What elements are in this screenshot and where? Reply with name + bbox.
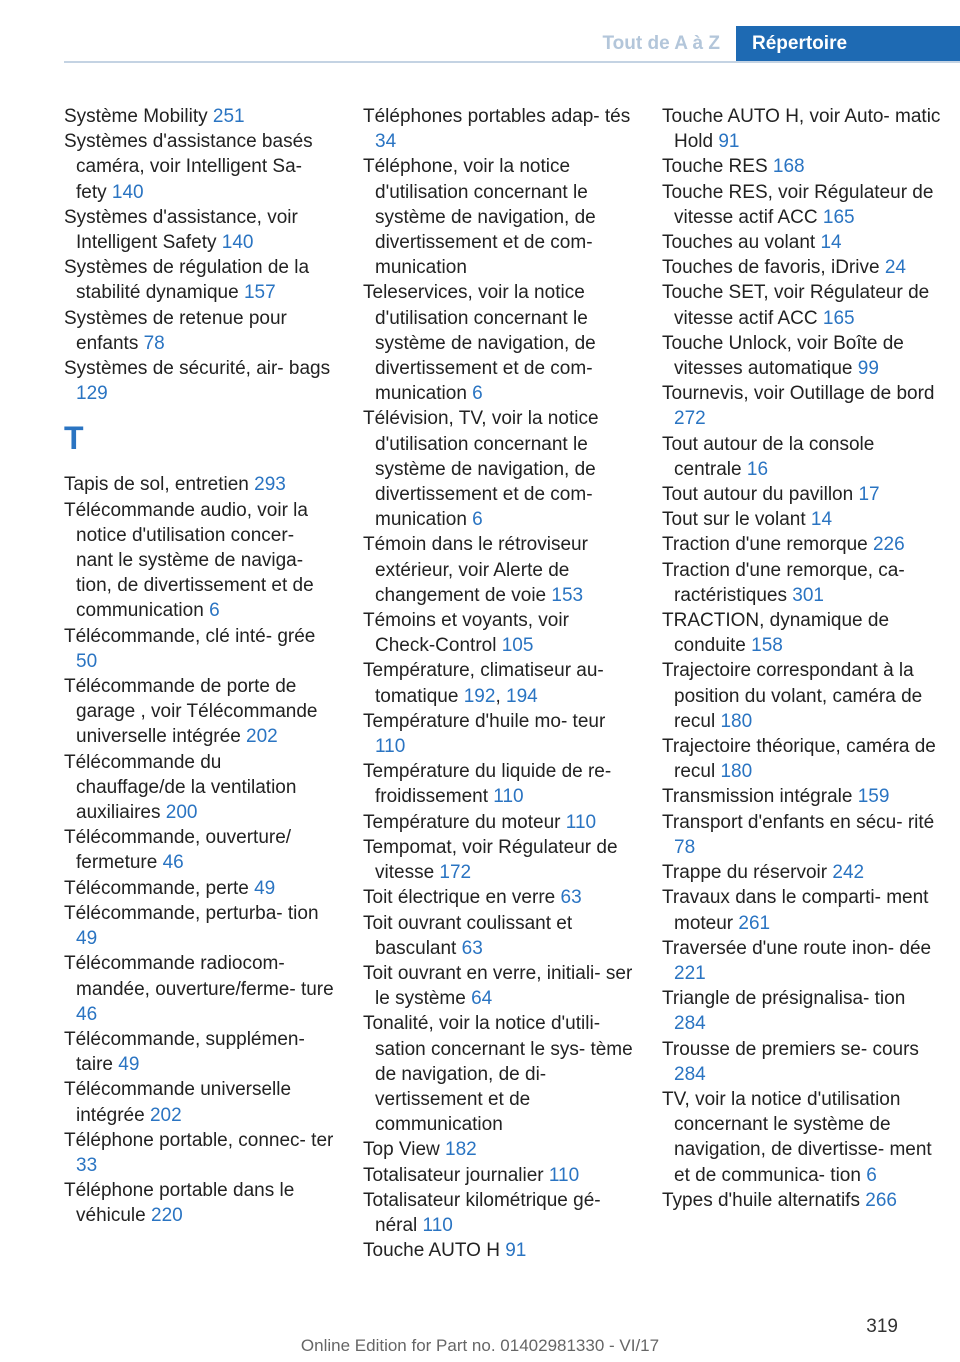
index-entry [662,734,942,784]
page-reference-link[interactable]: 261 [738,912,771,934]
page-reference-link[interactable]: 153 [551,584,584,606]
page-reference-link[interactable]: 6 [209,600,220,622]
index-entry-text: Température du moteur [363,811,561,833]
page-reference-link[interactable]: 110 [422,1214,453,1236]
index-entry-text: Systèmes d'assistance basés caméra, voir Intelligent Sa‐ fety [64,131,313,203]
index-entry [64,624,334,674]
index-entry-text: Systèmes de sécurité, air‐ bags [64,358,331,380]
page-reference-link[interactable]: 78 [674,836,696,858]
index-entry-text: Tonalité, voir la notice d'utili‐ sation concernant le sys‐ tème de navigation, de di‐ vertissement et de communication [363,1013,633,1136]
index-entry [64,951,334,1027]
index-entry-text: Totalisateur journalier [363,1164,544,1186]
index-entry [363,1238,633,1263]
index-entry [363,1137,633,1162]
index-entry-text: Télécommande du chauffage/de la ventilation auxiliaires [64,751,297,824]
index-entry-text: Toit ouvrant coulissant et basculant [363,912,573,959]
index-entry [662,507,942,532]
page-reference-link[interactable]: 16 [746,458,769,480]
index-entry [662,885,942,935]
index-entry [662,255,942,280]
page-reference-link[interactable]: 14 [810,509,833,531]
index-entry [64,901,334,951]
index-entry-text: Touche SET, voir Régulateur de vitesse actif ACC [662,282,930,329]
header-divider [64,61,960,63]
index-entry [363,885,633,910]
index-entry [64,1178,334,1228]
index-entry [363,280,633,406]
index-entry [64,750,334,826]
index-entry-text: Touche Unlock, voir Boîte de vitesses automatique [662,332,904,380]
index-entry-text: Télécommande radiocom‐ mandée, ouverture/ferme‐ ture [64,953,334,1000]
index-entry [662,1087,942,1188]
index-entry-text: Traversée d'une route inon‐ dée [662,937,932,959]
index-entry-text: Touche AUTO H, voir Auto‐ matic Hold [662,106,941,153]
index-entry-text: Triangle de présignalisa‐ tion [662,988,906,1010]
page-reference-link[interactable]: 110 [565,811,597,833]
index-entry [363,835,633,885]
page-reference-link[interactable]: 221 [674,962,706,984]
index-entry-text: TV, voir la notice d'utilisation concernant le système de navigation, de divertisse‐ ment et de communica‐ tion [662,1088,932,1186]
index-entry [662,331,942,381]
page-reference-link[interactable]: 49 [254,877,276,899]
index-entry-text: Toit électrique en verre [363,887,556,909]
page-reference-link[interactable]: 110 [493,786,524,808]
page-reference-link[interactable]: 46 [162,852,184,874]
index-entry-text: Trappe du réservoir [662,862,828,884]
page-reference-link[interactable]: 91 [505,1240,527,1262]
page-reference-link[interactable]: 33 [76,1154,98,1176]
index-entry [64,129,334,205]
index-entry [662,432,942,482]
page-reference-link[interactable]: 34 [375,131,397,153]
index-entry [363,961,633,1011]
index-entry-text: Télécommande, ouverture/ fermeture [64,827,292,874]
index-entry-text: Touche RES, voir Régulateur de vitesse actif ACC [662,181,934,228]
page-reference-link[interactable]: 165 [822,307,855,329]
index-entry-text: Touche AUTO H [363,1240,500,1262]
index-entry [363,1163,633,1188]
index-entry [363,154,633,280]
index-entry-text: Teleservices, voir la notice d'utilisation concernant le système de navigation, de divertissement et de com‐ munication [363,282,596,405]
index-entry [64,825,334,875]
index-entry [662,230,942,255]
index-entry-text: Transport d'enfants en sécu‐ rité [662,811,935,833]
index-entry [662,381,942,431]
page-reference-link[interactable]: 284 [674,1063,706,1085]
index-entry-text: Télécommande, clé inté‐ grée [64,625,316,647]
page-reference-link[interactable]: 172 [439,862,472,884]
index-entry-text: Température du liquide de re‐ froidissement [363,761,612,808]
index-entry [363,406,633,532]
page-reference-link[interactable]: 105 [501,635,534,657]
index-entry [662,608,942,658]
index-entry-text: Traction d'une remorque, ca‐ ractéristiques [662,559,905,606]
index-entry-text: Top View [363,1139,440,1161]
index-entry-text: Téléphones portables adap‐ tés [363,106,631,127]
index-entry-text: Systèmes d'assistance, voir Intelligent Safety [64,206,298,254]
page-reference-link[interactable]: 110 [375,736,406,758]
index-entry-text: Téléphone, voir la notice d'utilisation concernant le système de navigation, de divertissement et de com‐ munication [363,156,596,279]
index-entry-text: Tout autour de la console centrale [662,433,875,480]
index-entry-text: Transmission intégrale [662,786,853,808]
page-reference-link[interactable]: 226 [872,534,905,556]
page-reference-link[interactable]: 251 [212,106,245,127]
index-entry-text: Types d'huile alternatifs [662,1189,860,1211]
page-reference-link[interactable]: 200 [165,802,198,824]
page-reference-link[interactable]: 46 [76,1003,98,1025]
index-entry-text: Télévision, TV, voir la notice d'utilisation concernant le système de navigation, de divertissement et de com‐ munication [363,408,599,531]
page-reference-link[interactable]: 284 [674,1013,706,1035]
page-reference-link[interactable]: 293 [254,474,286,496]
index-entry [662,986,942,1036]
index-entry-text: Tout sur le volant [662,509,806,531]
page-reference-link[interactable]: 220 [151,1205,183,1227]
page-reference-link[interactable]: 17 [858,484,880,506]
page-reference-link[interactable]: 159 [857,786,890,808]
page-reference-link[interactable]: 129 [76,383,108,405]
index-entry [662,1188,942,1213]
page-reference-link[interactable]: 272 [674,408,706,430]
page-number: 319 [866,1316,898,1337]
page-reference-link[interactable]: 64 [471,988,493,1010]
index-entry [64,104,334,129]
index-entry-text: Systèmes de régulation de la stabilité dynamique [64,257,310,304]
index-entry [64,255,334,305]
index-entry [64,876,334,901]
index-entry [662,784,942,809]
page-reference-link[interactable]: 49 [76,928,98,950]
page-reference-link[interactable]: 266 [865,1189,897,1211]
page-reference-link[interactable]: 182 [445,1139,477,1161]
header-chapter-tab: Répertoire [736,26,960,61]
index-entry-text: Téléphone portable dans le véhicule [64,1180,295,1227]
index-entry [662,1037,942,1087]
index-entry [363,810,633,835]
header-section-title: Tout de A à Z [602,33,720,54]
index-entry-text: Système Mobility [64,106,208,127]
page-reference-link[interactable]: 202 [149,1104,182,1126]
index-column-1 [64,104,334,1229]
page-reference-link[interactable]: 24 [884,257,906,279]
index-entry [662,482,942,507]
index-entry [662,104,942,154]
index-entry [64,472,334,497]
index-entry [662,860,942,885]
index-entry [662,154,942,179]
index-entry-text: Tout autour du pavillon [662,484,854,506]
page-reference-link[interactable]: 301 [792,584,824,606]
page-reference-link[interactable]: 192 [463,685,496,707]
index-entry-text: Touche RES [662,156,768,178]
index-entry-text: Télécommande, supplémen‐ taire [64,1028,305,1076]
index-entry-text: Télécommande audio, voir la notice d'utilisation concer‐ nant le système de naviga‐ tion, de divertissement et de communication [64,499,314,622]
index-entry-text: Tempomat, voir Régulateur de vitesse [363,836,618,884]
page-reference-link[interactable]: 91 [718,131,740,153]
index-entry-text: TRACTION, dynamique de conduite [662,610,890,657]
page-reference-link[interactable]: 63 [560,887,582,909]
index-entry [662,658,942,734]
index-entry [363,608,633,658]
index-entry [662,180,942,230]
page-reference-link[interactable]: 6 [866,1164,877,1186]
index-letter-heading: T [64,420,84,457]
index-entry-text: Traction d'une remorque [662,534,868,556]
page-reference-link[interactable]: 99 [857,358,879,380]
index-entry-text: Trajectoire théorique, caméra de recul [662,736,936,783]
index-entry-text: Témoins et voyants, voir Check-Control [363,610,569,657]
index-column-2 [363,104,633,1263]
index-entry-text: Systèmes de retenue pour enfants [64,307,287,354]
index-entry-text: Température d'huile mo‐ teur [363,710,606,732]
index-entry-text: Télécommande de porte de garage , voir Télécommande universelle intégrée [64,676,318,748]
page-reference-link[interactable]: 49 [118,1054,140,1076]
page-reference-link[interactable]: 6 [472,509,483,531]
index-entry-text: Température, climatiseur au‐ tomatique [363,660,604,707]
index-entry-text: Téléphone portable, connec‐ ter [64,1129,334,1151]
page-reference-link[interactable]: 14 [820,232,842,254]
index-entry [662,558,942,608]
page-reference-link[interactable]: 157 [243,282,276,304]
index-entry [64,498,334,624]
index-entry [662,280,942,330]
index-entry-text: Touches de favoris, iDrive [662,257,880,279]
index-column-3 [662,104,942,1213]
index-entry [64,205,334,255]
page-reference-link[interactable]: 202 [246,726,278,748]
footer-edition: Online Edition for Part no. 01402981330 - VI/17 [300,1336,660,1355]
page-reference-link[interactable]: 180 [720,710,753,732]
index-entry [363,1188,633,1238]
index-entry [363,1011,633,1137]
index-entry [64,1077,334,1127]
index-entry [64,674,334,750]
index-entry-text: Trousse de premiers se‐ cours [662,1038,919,1060]
index-entry [64,306,334,356]
index-entry: Température, climatiseur au‐ tomatique 192, 194 [363,660,604,707]
page-reference-link[interactable]: 194 [506,685,538,707]
index-entry-text: Témoin dans le rétroviseur extérieur, voir Alerte de changement de voie [363,534,588,606]
index-entry-text: Tournevis, voir Outillage de bord [662,383,935,405]
page-reference-link[interactable]: 6 [472,383,483,405]
index-entry-text: Télécommande, perturba‐ tion [64,902,319,924]
page-reference-link[interactable]: 165 [822,206,855,228]
page-reference-link[interactable]: 242 [832,862,865,884]
page-reference-link[interactable]: 78 [143,332,165,354]
index-entry [363,911,633,961]
index-entry-text: Télécommande universelle intégrée [64,1079,292,1126]
index-entry [64,1027,334,1077]
index-entry [662,532,942,557]
index-entry [662,810,942,860]
index-entry [64,1128,334,1178]
page-reference-link[interactable]: 140 [111,181,144,203]
page-reference-link[interactable]: 50 [76,650,98,672]
index-entry-text: Trajectoire correspondant à la position du volant, caméra de recul [662,660,923,732]
index-entry [363,759,633,809]
index-entry-text: Toit ouvrant en verre, initiali‐ ser le système [363,962,633,1010]
index-entry-text: Travaux dans le comparti‐ ment moteur [662,887,929,934]
index-entry-text: Touches au volant [662,232,816,254]
index-entry-text: Totalisateur kilométrique gé‐ néral [363,1189,601,1236]
page-reference-link[interactable]: 168 [772,156,805,178]
index-entry-text: Tapis de sol, entretien [64,474,249,496]
page-reference-link[interactable]: 140 [221,232,254,254]
index-entry [363,532,633,608]
page-reference-link[interactable]: 158 [751,635,783,657]
page-reference-link[interactable]: 180 [720,761,753,783]
index-entry [64,356,334,406]
page-reference-link[interactable]: 110 [548,1164,580,1186]
index-entry [363,709,633,759]
index-entry-text: Télécommande, perte [64,877,249,899]
index-entry [662,936,942,986]
page-reference-link[interactable]: 63 [461,937,483,959]
index-entry [363,104,633,154]
